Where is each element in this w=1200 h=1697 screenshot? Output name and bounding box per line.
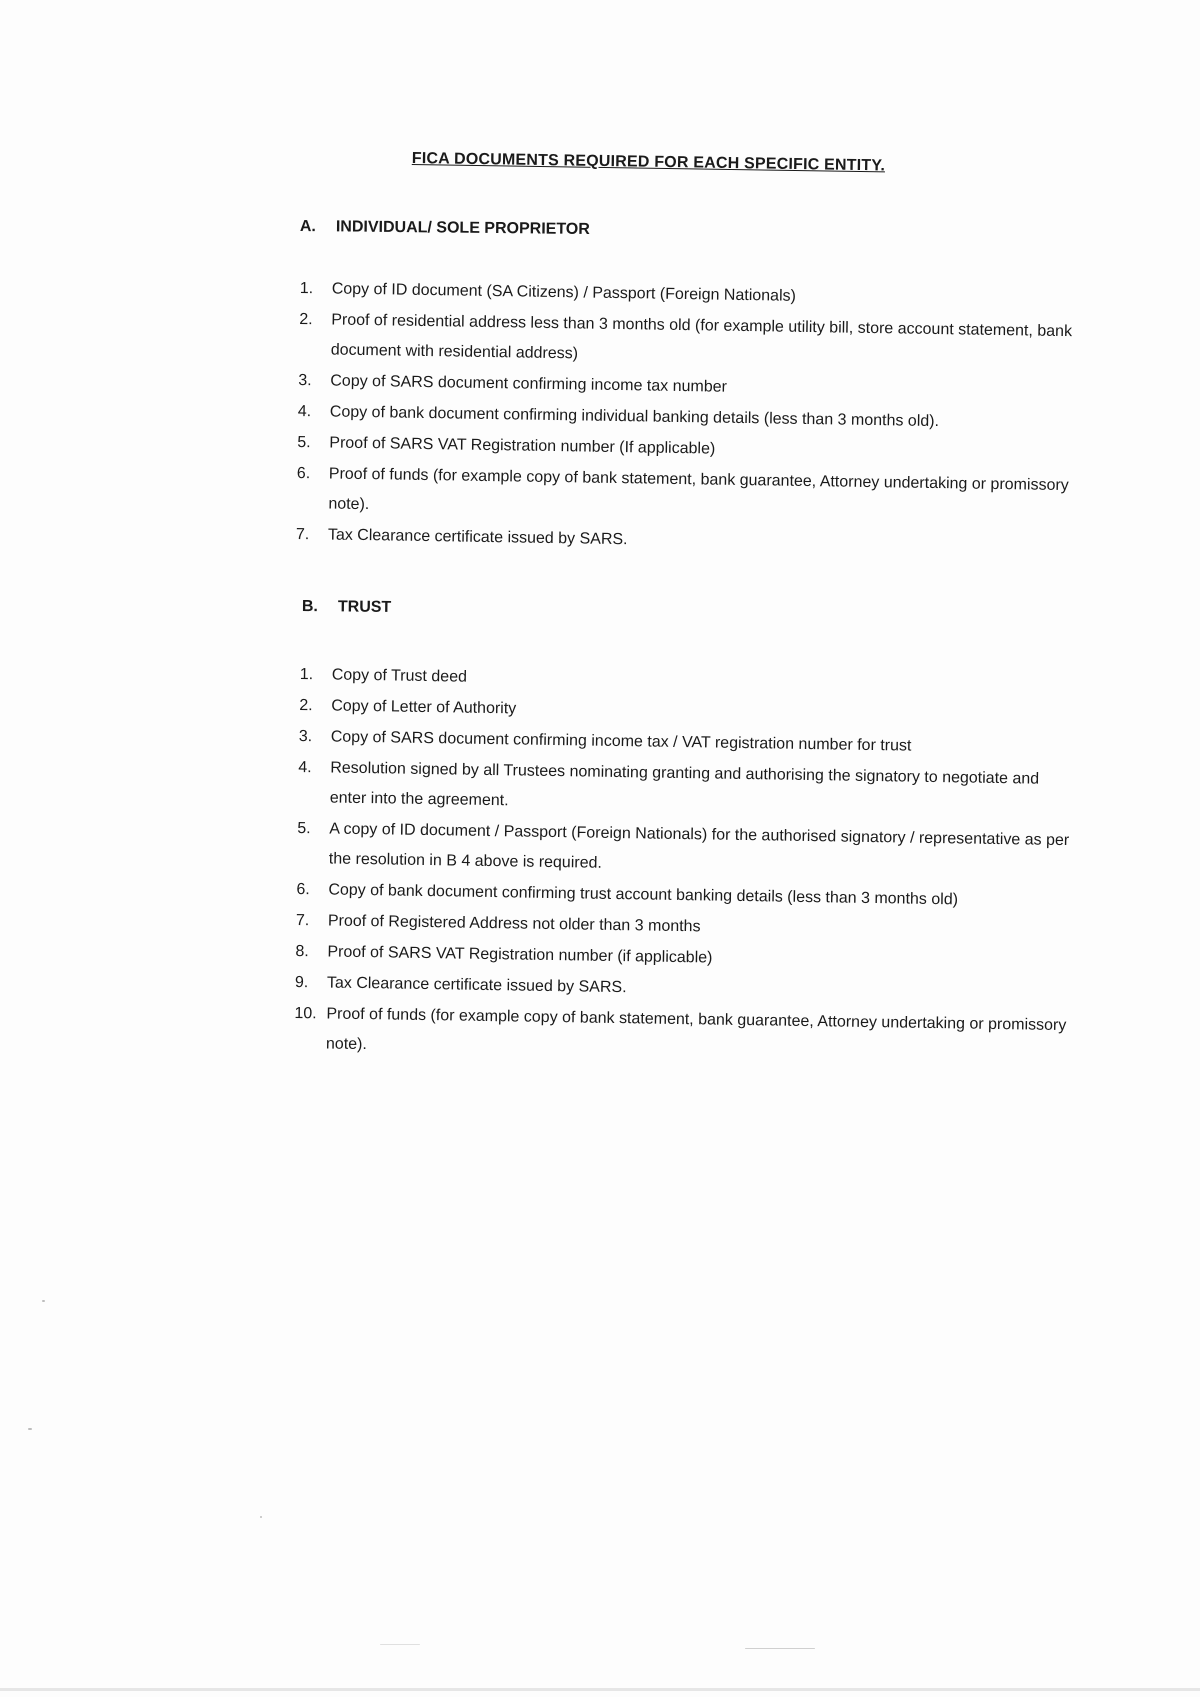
list-item: 7. Proof of Registered Address not older than 3 months <box>295 911 701 936</box>
list-item: 6. Proof of funds (for example copy of bank statement, bank guarantee, Attorney undertaking or promissory note). <box>296 464 1069 514</box>
list-item: 10. Proof of funds (for example copy of bank statement, bank guarantee, Attorney undertaking or promissory note). <box>294 1004 1067 1054</box>
list-item: 3. Copy of SARS document confirming income tax / VAT registration number for trust <box>298 727 912 755</box>
scan-speck <box>42 1300 45 1302</box>
scan-speck <box>28 1428 32 1430</box>
list-item: 9. Tax Clearance certificate issued by SARS. <box>294 973 627 997</box>
list-item: 7. Tax Clearance certificate issued by SARS. <box>295 525 628 549</box>
list-item: 3. Copy of SARS document confirming income tax number <box>298 371 728 396</box>
list-item: 1. Copy of ID document (SA Citizens) / Passport (Foreign Nationals) <box>299 279 797 305</box>
list-item: 6. Copy of bank document confirming trust account banking details (less than 3 months old) <box>296 880 959 909</box>
section-a-list <box>296 274 1080 563</box>
list-item: 5. A copy of ID document / Passport (Foreign Nationals) for the authorised signatory / representative as per the resolution in B 4 above is required. <box>297 819 1070 872</box>
section-b-letter: B. <box>301 598 318 616</box>
section-b-list <box>294 660 1080 1072</box>
scan-smudge <box>745 1648 815 1649</box>
scan-smudge <box>380 1644 420 1645</box>
scan-speck <box>260 1516 262 1518</box>
list-item: 4. Resolution signed by all Trustees nominating granting and authorising the signatory to negotiate and enter into the agreement. <box>298 758 1040 810</box>
document-title: FICA DOCUMENTS REQUIRED FOR EACH SPECIFIC ENTITY. <box>411 150 886 175</box>
section-b-heading <box>302 598 392 617</box>
list-item: 2. Copy of Letter of Authority <box>299 696 517 718</box>
list-item: 5. Proof of SARS VAT Registration number (If applicable) <box>297 433 716 458</box>
list-item: 1. Copy of Trust deed <box>299 665 468 686</box>
list-item: 4. Copy of bank document confirming individual banking details (less than 3 months old). <box>297 402 940 431</box>
list-item: 8. Proof of SARS VAT Registration number (if applicable) <box>295 942 713 967</box>
section-b-title: TRUST <box>337 598 392 616</box>
section-a-heading <box>300 218 590 239</box>
list-item: 2. Proof of residential address less than 3 months old (for example utility bill, store account statement, bank document with residential address) <box>299 310 1073 363</box>
section-a-title: INDIVIDUAL/ SOLE PROPRIETOR <box>335 218 590 239</box>
page-bottom-edge <box>0 1688 1200 1691</box>
section-a-letter: A. <box>299 218 316 236</box>
